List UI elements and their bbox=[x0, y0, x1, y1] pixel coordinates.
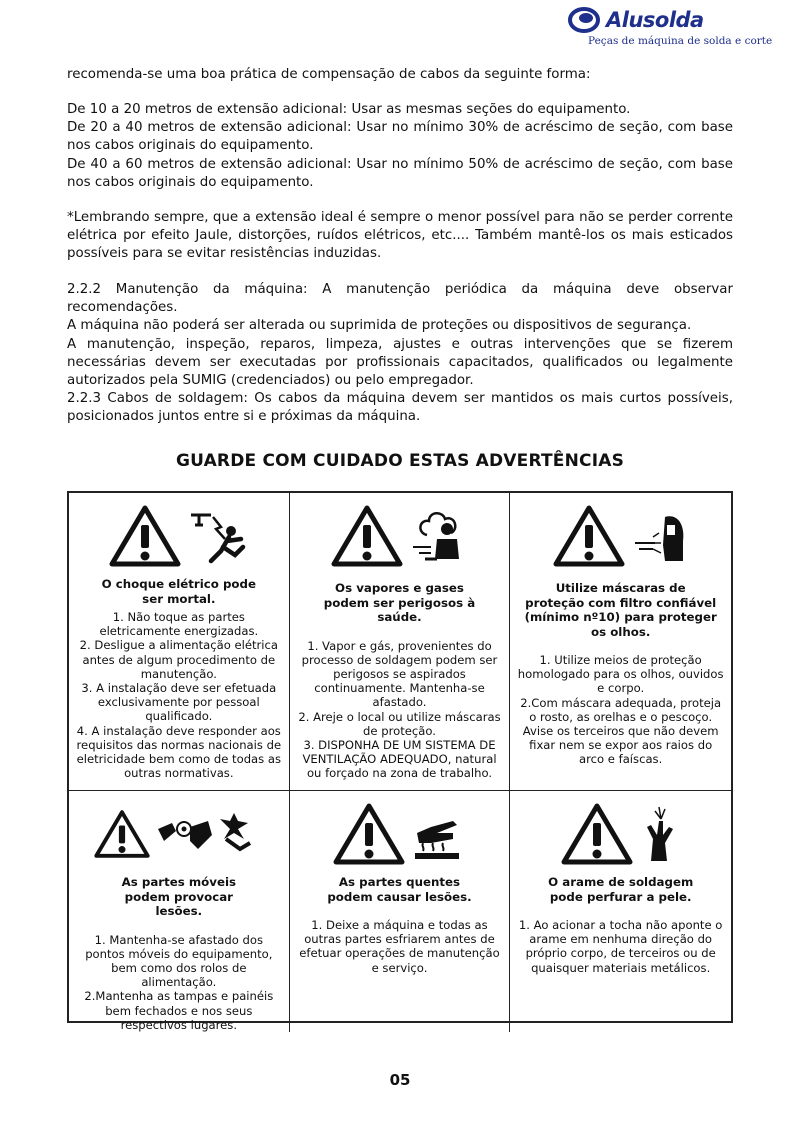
section-title: GUARDE COM CUIDADO ESTAS ADVERTÊNCIAS bbox=[175, 451, 625, 471]
paragraph-text: De 10 a 20 metros de extensão adicional: Usar as mesmas seções do equipamento. bbox=[67, 102, 631, 117]
warning-triangle-icon bbox=[109, 505, 181, 567]
warning-title: Os vapores e gases podem ser perigosos à saúde. bbox=[323, 581, 476, 624]
warning-item: 1. Não toque as partes eletricamente energizadas. bbox=[99, 610, 259, 639]
warning-item: 1. Mantenha-se afastado dos pontos móveis do equipamento, bem como dos rolos de alimentação. bbox=[85, 932, 273, 990]
warning-body bbox=[516, 653, 725, 767]
warning-item: 1. Ao acionar a tocha não aponte o arame em nenhuma direção do próprio corpo, de terceiros ou de quaisquer materiais metálicos. bbox=[518, 918, 723, 975]
warning-triangle-icon bbox=[553, 505, 625, 567]
hot-parts-icon bbox=[409, 803, 465, 865]
page-number: 05 bbox=[389, 1071, 411, 1089]
warning-item: 4. A instalação deve responder aos requisitos das normas nacionais de eletricidade bem como de todas as outras normativas. bbox=[76, 723, 282, 781]
warning-body bbox=[75, 933, 283, 1032]
warning-title: As partes móveis podem provocar lesões. bbox=[121, 875, 237, 918]
paragraph-intro bbox=[67, 66, 733, 84]
warning-item: 2. Desligue a alimentação elétrica antes de algum procedimento de manutenção. bbox=[79, 638, 278, 681]
warning-title: Utilize máscaras de proteção com filtro confiável (mínimo nº10) para proteger os olhos. bbox=[524, 581, 717, 639]
paragraph-text: recomenda-se uma boa prática de compensação de cabos da seguinte forma: bbox=[67, 67, 591, 82]
paragraph-text: 2.2.2 Manutenção da máquina: A manutenção periódica da máquina deve observar recomendações. bbox=[67, 282, 733, 316]
brand-logo bbox=[568, 4, 773, 50]
brand-tagline: Peças de máquina de solda e corte bbox=[588, 35, 773, 47]
warning-item: 1. Vapor e gás, provenientes do processo de soldagem podem ser perigosos se aspirados continuamente. Mantenha-se afastado. bbox=[301, 638, 498, 710]
warning-item: 2. Areje o local ou utilize máscaras de proteção. bbox=[298, 709, 501, 738]
wire-puncture-icon bbox=[637, 803, 681, 865]
paragraph-text: De 40 a 60 metros de extensão adicional: Usar no mínimo 50% de acréscimo de seção, com base nos cabos originais do equipamento. bbox=[67, 156, 733, 190]
warning-item: 1. Deixe a máquina e todas as outras partes esfriarem antes de efetuar operações de manutenção e serviço. bbox=[299, 918, 500, 975]
warning-item: 2.Com máscara adequada, proteja o rosto, as orelhas e o pescoço. Avise os terceiros que não devem fixar nem se expor aos raios do arco e faíscas. bbox=[520, 695, 722, 767]
warning-item: 3. DISPONHA DE UM SISTEMA DE VENTILAÇÃO ADEQUADO, natural ou forçado na zona de trabalho. bbox=[302, 737, 497, 781]
warning-triangle-icon bbox=[331, 505, 403, 567]
paragraph-note bbox=[67, 209, 733, 264]
warning-cell bbox=[290, 791, 511, 1032]
warnings-table bbox=[67, 491, 733, 1032]
fumes-gases-icon bbox=[407, 505, 467, 567]
warning-body bbox=[296, 918, 504, 975]
warning-cell bbox=[290, 493, 511, 791]
brand-name: Alusolda bbox=[606, 8, 704, 32]
warning-triangle-icon bbox=[333, 803, 405, 865]
welding-mask-icon bbox=[629, 505, 689, 567]
warning-cell bbox=[510, 791, 731, 1032]
paragraph-text: *Lembrando sempre, que a extensão ideal é sempre o menor possível para não se perder corrente elétrica por efeito Jaule, distorções, ruídos elétricos, etc.... Também mantê-los os mais esticados possíveis para se evitar resistências induzidas. bbox=[67, 210, 733, 262]
warning-body bbox=[296, 639, 504, 781]
electric-shock-icon bbox=[185, 505, 249, 567]
moving-parts-icon bbox=[154, 809, 264, 859]
warning-item: 1. Utilize meios de proteção homologado para os olhos, ouvidos e corpo. bbox=[517, 653, 724, 696]
warning-triangle-icon bbox=[561, 803, 633, 865]
paragraph-cable-compensation bbox=[67, 101, 733, 192]
warning-item: 2.Mantenha as tampas e painéis bem fechados e nos seus respectivos lugares. bbox=[84, 989, 274, 1032]
warning-title: O arame de soldagem pode perfurar a pele. bbox=[548, 875, 694, 904]
paragraph-text: De 20 a 40 metros de extensão adicional: Usar no mínimo 30% de acréscimo de seção, com base nos cabos originais do equipamento. bbox=[67, 120, 733, 154]
warning-item: 3. A instalação deve ser efetuada exclusivamente por pessoal qualificado. bbox=[81, 681, 277, 724]
logo-swoosh-icon bbox=[568, 6, 602, 34]
warning-body bbox=[516, 918, 725, 975]
warning-triangle-icon bbox=[94, 809, 150, 859]
warning-cell bbox=[69, 791, 290, 1032]
warning-cell bbox=[510, 493, 731, 791]
warning-title: As partes quentes podem causar lesões. bbox=[327, 875, 472, 904]
paragraph-text: A máquina não poderá ser alterada ou suprimida de proteções ou dispositivos de segurança. bbox=[67, 318, 692, 334]
warning-title: O choque elétrico pode ser mortal. bbox=[101, 577, 256, 606]
paragraph-text: 2.2.3 Cabos de soldagem: Os cabos da máquina devem ser mantidos os mais curtos possíveis, posicionados juntos entre si e próximas da máquina. bbox=[67, 391, 733, 425]
warning-body bbox=[75, 610, 283, 780]
paragraph-welding-cables bbox=[67, 390, 733, 426]
paragraph-maintenance bbox=[67, 281, 733, 390]
warning-cell bbox=[69, 493, 290, 791]
paragraph-text: A manutenção, inspeção, reparos, limpeza, ajustes e outras intervenções que se fizerem necessárias devem ser executadas por profissionais capacitados, qualificados ou legalmente autorizados pela SUMIG (credenciados) ou pelo empregador. bbox=[67, 336, 733, 389]
